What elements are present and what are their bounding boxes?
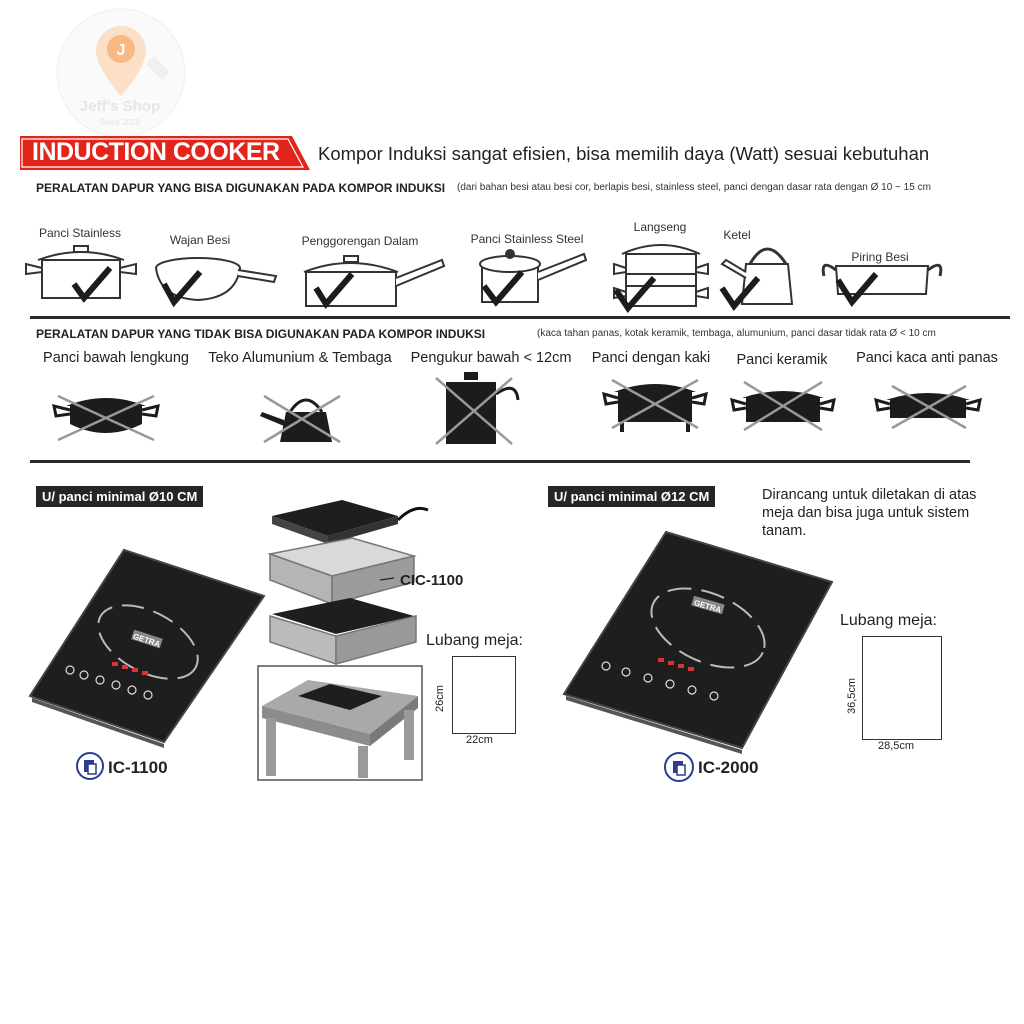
table-hole-label-left: Lubang meja:	[426, 632, 523, 649]
model-label-ic1100: IC-1100	[108, 758, 168, 777]
item-label: Panci bawah lengkung	[43, 350, 189, 366]
logo-name: Jeff's Shop	[79, 98, 161, 115]
section-divider	[30, 460, 970, 463]
wok-icon	[150, 250, 280, 310]
table-hole-label-right: Lubang meja:	[840, 612, 937, 629]
min-pot-tag-left: U/ panci minimal Ø10 CM	[36, 486, 203, 507]
kettle-icon	[716, 234, 800, 310]
banner-title: INDUCTION COOKER	[32, 138, 280, 166]
iron-plate-icon	[818, 254, 946, 310]
compatible-title: PERALATAN DAPUR YANG BISA DIGUNAKAN PADA KOMPOR INDUKSI	[36, 181, 446, 195]
hole-height-right: 36,5cm	[846, 677, 858, 714]
item-label: Panci dengan kaki	[591, 350, 711, 366]
model-badge-icon	[76, 752, 104, 780]
min-pot-tag-right: U/ panci minimal Ø12 CM	[548, 486, 715, 507]
section-divider	[30, 316, 1010, 319]
saucepan-icon	[476, 246, 588, 310]
aluminum-kettle-icon	[256, 388, 344, 446]
table-hole-box-left	[452, 656, 516, 734]
curved-bottom-pot-icon	[50, 390, 164, 446]
footed-pot-icon	[600, 376, 710, 438]
brand-logo: GETRA	[131, 631, 162, 650]
item-label: Piring Besi	[851, 250, 909, 264]
item-label: Pengukur bawah < 12cm	[410, 350, 572, 366]
hole-height-left: 26cm	[434, 685, 446, 712]
compatible-note: (dari bahan besi atau besi cor, berlapis besi, stainless steel, panci dengan dasar rata dengan Ø 10 ~ 15 cm	[457, 182, 931, 193]
item-label: Langseng	[633, 220, 687, 234]
hole-width-left: 22cm	[466, 734, 493, 746]
model-badge-icon	[664, 752, 694, 782]
product-description: Dirancang untuk diletakan di atas meja dan bisa juga untuk sistem tanam.	[762, 487, 977, 539]
built-in-table-illustration	[258, 666, 422, 780]
logo-since: Since 2020	[99, 118, 141, 127]
glass-pot-icon	[872, 384, 984, 430]
brand-logo: GETRA	[692, 598, 723, 615]
incompatible-note: (kaca tahan panas, kotak keramik, tembaga, alumunium, panci dasar tidak rata Ø < 10 cm	[537, 328, 936, 339]
induction-cooker-ic2000	[562, 530, 834, 752]
stainless-pot-icon	[22, 240, 140, 310]
incompatible-title: PERALATAN DAPUR YANG TIDAK BISA DIGUNAKAN PADA KOMPOR INDUKSI	[36, 327, 486, 341]
induction-cooker-ic1100	[28, 548, 268, 744]
item-label: Panci Stainless	[38, 226, 122, 240]
item-label: Ketel	[723, 228, 751, 242]
item-label: Panci Stainless Steel	[470, 232, 584, 246]
item-label: Panci keramik	[736, 352, 828, 368]
item-label: Wajan Besi	[169, 233, 231, 247]
tagline: Kompor Induksi sangat efisien, bisa memilih daya (Watt) sesuai kebutuhan	[318, 143, 930, 164]
logo-letter: J	[116, 42, 126, 59]
model-label-ic2000: IC-2000	[698, 758, 759, 777]
steamer-icon	[610, 234, 710, 312]
ceramic-pot-icon	[728, 380, 838, 432]
cic-label: CIC-1100	[400, 572, 464, 589]
deep-pan-icon	[300, 248, 446, 310]
item-label: Penggorengan Dalam	[301, 234, 419, 248]
small-base-pot-icon	[432, 370, 524, 450]
item-label: Panci kaca anti panas	[856, 350, 998, 366]
item-label: Teko Alumunium & Tembaga	[208, 350, 392, 366]
table-hole-box-right	[862, 636, 942, 740]
hole-width-right: 28,5cm	[878, 740, 915, 752]
